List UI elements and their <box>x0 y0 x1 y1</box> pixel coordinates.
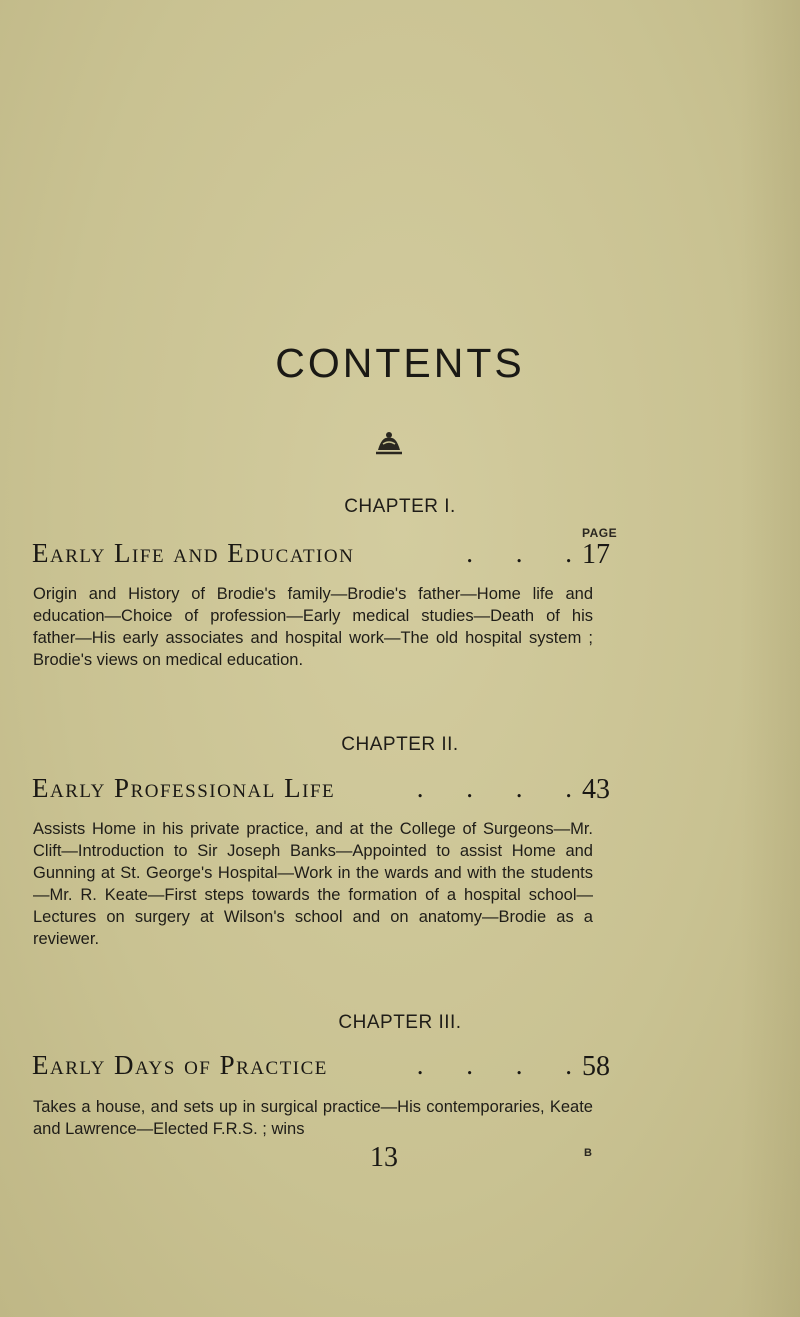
chapter-2-label: CHAPTER II. <box>341 734 459 755</box>
chapter-2-heading-row <box>32 773 602 807</box>
chapter-3-label: CHAPTER III. <box>338 1012 462 1033</box>
page-column-label: PAGE <box>582 526 618 540</box>
chapter-1-heading-row <box>32 538 602 572</box>
page-title: CONTENTS <box>275 340 525 386</box>
chapter-2-summary: Assists Home in his private practice, and at the College of Surgeons—Mr. Clift—Introduction to Sir Joseph Banks—Appointed to assist Home and Gunning at St. George's Hospital—Work in the wards and with the students—Mr. R. Keate—First steps towards the formation of a hospital school—Lectures on surgery at Wilson's school and on anatomy—Brodie as a reviewer. <box>33 820 593 948</box>
chapter-2-heading: Early Professional Life <box>32 773 336 803</box>
chapter-3-summary: Takes a house, and sets up in surgical practice—His contemporaries, Keate and Lawrence—Elected F.R.S. ; wins <box>33 1098 593 1138</box>
chapter-1-leader-dots: . . . <box>466 538 590 568</box>
fleuron-icon <box>374 428 404 458</box>
chapter-1-label: CHAPTER I. <box>344 496 456 517</box>
page-folio: 13 <box>370 1142 398 1173</box>
chapter-3-leader-dots: . . . . <box>416 1050 590 1080</box>
chapter-2-leader-dots: . . . . <box>416 773 590 803</box>
chapter-3-heading: Early Days of Practice <box>32 1050 328 1080</box>
chapter-3-heading-row <box>32 1050 602 1084</box>
chapter-1-page-number: 17 <box>582 539 610 570</box>
chapter-3-page-number: 58 <box>582 1051 610 1082</box>
chapter-1-heading: Early Life and Education <box>32 538 355 568</box>
chapter-2-page-number: 43 <box>582 774 610 805</box>
chapter-1-summary: Origin and History of Brodie's family—Brodie's father—Home life and education—Choice of profession—Early medical studies—Death of his father—His early associates and hospital work—The old hospital system ; Brodie's views on medical education. <box>33 585 593 669</box>
page-edge-shadow <box>740 0 800 1317</box>
signature-mark: B <box>584 1147 592 1159</box>
